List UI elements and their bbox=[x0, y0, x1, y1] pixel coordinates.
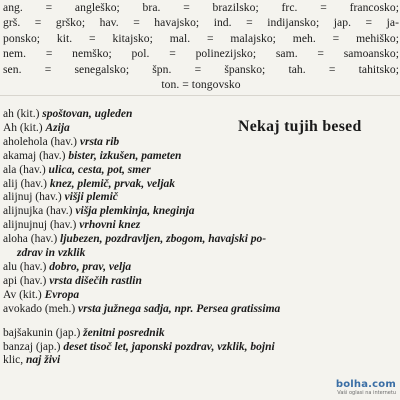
glossary-entry bbox=[3, 191, 398, 205]
entry-headword: aloha (hav.) bbox=[3, 233, 61, 246]
entry-headword: bajšakunin (jap.) bbox=[3, 326, 84, 339]
watermark-logo: bolha.com bbox=[335, 379, 396, 390]
entry-definition: višja plemkinja, kneginja bbox=[75, 205, 195, 218]
entry-headword: alijnujka (hav.) bbox=[3, 205, 76, 218]
glossary-entry bbox=[3, 122, 398, 136]
glossary-entry bbox=[3, 219, 398, 233]
abbreviation-line: sen. = senegalsko; špn. = špansko; tah. = tahitsko; bbox=[3, 62, 399, 76]
abbreviation-line: ang. = angleško; bra. = brazilsko; frc. = francosko; bbox=[3, 1, 399, 14]
entry-definition: Evropa bbox=[44, 288, 80, 301]
glossary-entry bbox=[3, 150, 398, 164]
entry-headword: alijnujnuj (hav.) bbox=[3, 219, 80, 232]
entry-headword: klic, bbox=[3, 354, 26, 367]
abbreviation-line: ton. = tongovsko bbox=[161, 78, 241, 92]
entry-headword: aholehola (hav.) bbox=[3, 135, 80, 148]
glossary-entry bbox=[3, 205, 398, 219]
entry-definition: vrhovni knez bbox=[79, 219, 141, 232]
glossary-entry bbox=[3, 289, 398, 303]
section-title: Nekaj tujih besed bbox=[238, 118, 362, 135]
watermark-tagline: Vaši oglasi na internetu bbox=[337, 390, 396, 396]
entry-headword: avokado (meh.) bbox=[3, 302, 79, 315]
abbreviation-line: nem. = nemško; pol. = polinezijsko; sam. = samoansko; bbox=[3, 47, 399, 61]
entry-definition: vrsta južnega sadja, npr. Persea gratissima bbox=[78, 302, 281, 315]
entry-definition: zdrav in vzklik bbox=[17, 247, 86, 260]
entry-definition: dobro, prav, velja bbox=[49, 260, 132, 273]
entry-definition: naj živi bbox=[26, 354, 61, 367]
glossary-entry bbox=[3, 164, 398, 178]
glossary-entry bbox=[3, 233, 398, 247]
entry-definition: spoštovan, ugleden bbox=[42, 108, 133, 120]
entry-definition: ulica, cesta, pot, smer bbox=[48, 163, 151, 176]
entry-definition: ljubezen, pozdravljen, zbogom, havajski po- bbox=[60, 233, 267, 246]
glossary-entry bbox=[3, 261, 398, 275]
entry-headword: Av (kit.) bbox=[3, 288, 45, 301]
abbreviation-line: grš. = grško; hav. = havajsko; ind. = indijansko; jap. = ja- bbox=[3, 16, 399, 30]
entry-definition: višji plemič bbox=[64, 191, 118, 204]
glossary-entry bbox=[3, 178, 398, 192]
faint-divider bbox=[0, 95, 400, 96]
entry-gap bbox=[3, 317, 398, 327]
glossary-entry bbox=[3, 341, 398, 355]
entry-definition: vrsta dišečih rastlin bbox=[49, 274, 142, 287]
abbreviation-key bbox=[3, 0, 399, 92]
watermark bbox=[336, 379, 396, 396]
entry-headword: banzaj (jap.) bbox=[3, 340, 64, 353]
entry-headword: ala (hav.) bbox=[3, 163, 49, 176]
entry-definition: knez, plemič, prvak, veljak bbox=[49, 177, 176, 190]
entry-definition: Azija bbox=[45, 121, 70, 134]
entry-headword: alu (hav.) bbox=[3, 260, 50, 273]
glossary-entry bbox=[3, 275, 398, 289]
glossary-entry bbox=[3, 354, 398, 368]
entry-definition: ženitni posrednik bbox=[83, 326, 165, 339]
abbreviation-line: ponsko; kit. = kitajsko; mal. = malajsko; meh. = mehiško; bbox=[3, 31, 399, 45]
entry-headword: ah (kit.) bbox=[3, 108, 43, 120]
glossary-entry bbox=[3, 327, 398, 341]
entry-headword: alij (hav.) bbox=[3, 177, 50, 190]
entry-headword: alijnuj (hav.) bbox=[3, 191, 65, 204]
entry-headword: api (hav.) bbox=[3, 274, 50, 287]
glossary-entry bbox=[3, 108, 398, 122]
entry-headword: akamaj (hav.) bbox=[3, 149, 69, 162]
entry-headword: Ah (kit.) bbox=[3, 121, 46, 134]
glossary-entry bbox=[3, 247, 398, 261]
entry-definition: bister, izkušen, pameten bbox=[68, 149, 182, 162]
glossary-entry bbox=[3, 136, 398, 150]
glossary-entry bbox=[3, 303, 398, 317]
glossary-list bbox=[3, 108, 398, 368]
entry-definition: vrsta rib bbox=[79, 135, 120, 148]
entry-definition: deset tisoč let, japonski pozdrav, vzklik, bojni bbox=[63, 340, 275, 353]
